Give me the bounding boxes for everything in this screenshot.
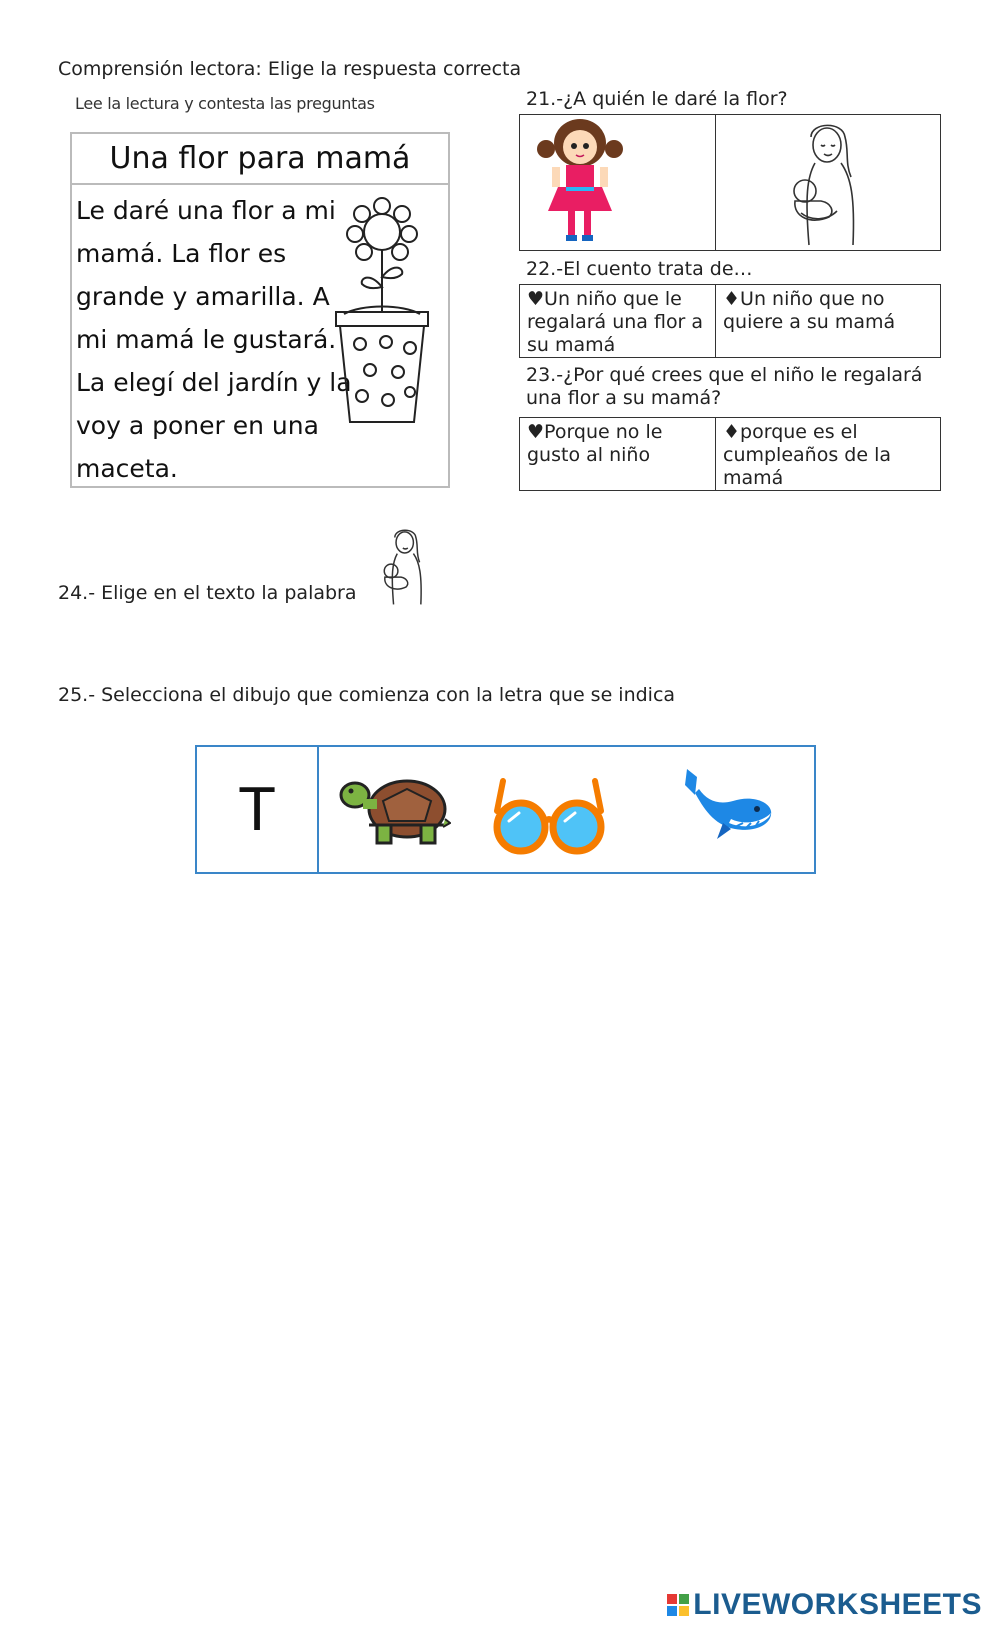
q22-option-b[interactable]: ♦Un niño que no quiere a su mamá xyxy=(715,285,941,357)
question-22: 22.-El cuento trata de… xyxy=(526,258,753,280)
question-23: 23.-¿Por qué crees que el niño le regalará una flor a su mamá? xyxy=(526,364,923,409)
question-21: 21.-¿A quién le daré la flor? xyxy=(526,88,788,110)
reading-instruction: Lee la lectura y contesta las preguntas xyxy=(75,94,375,113)
brand-icon xyxy=(667,1594,689,1616)
letter-picture-strip xyxy=(195,745,816,874)
reading-line: La elegí del jardín y la xyxy=(76,368,352,397)
mother-with-baby-small-icon xyxy=(370,515,432,617)
reading-line: mi mamá le gustará. xyxy=(76,325,337,354)
q21-option-mother[interactable] xyxy=(715,115,940,250)
q22-option-a[interactable]: ♥Un niño que le regalará una flor a su mamá xyxy=(527,288,704,356)
reading-box xyxy=(70,132,450,488)
q22-options xyxy=(519,284,941,358)
girl-illustration xyxy=(532,115,632,247)
reading-line: Le daré una flor a mi xyxy=(76,196,336,225)
question-25: 25.- Selecciona el dibujo que comienza con la letra que se indica xyxy=(58,684,676,706)
q23-option-a[interactable]: ♥Porque no le gusto al niño xyxy=(527,421,663,466)
mother-with-baby-illustration xyxy=(771,117,871,249)
reading-text xyxy=(76,189,352,490)
reading-line: voy a poner en una xyxy=(76,411,319,440)
q23-option-b[interactable]: ♦porque es el cumpleaños de la mamá xyxy=(715,418,941,490)
reading-line: maceta. xyxy=(76,454,178,483)
liveworksheets-logo xyxy=(667,1588,982,1622)
page-title: Comprensión lectora: Elige la respuesta correcta xyxy=(58,58,522,80)
reading-title: Una flor para mamá xyxy=(72,134,448,185)
flower-pot-illustration xyxy=(322,192,442,432)
q23-options xyxy=(519,417,941,491)
target-letter: T xyxy=(197,747,319,872)
brand-name: LIVEWORKSHEETS xyxy=(693,1588,982,1621)
reading-line: grande y amarilla. A xyxy=(76,282,330,311)
turtle-icon[interactable] xyxy=(339,769,451,849)
reading-line: mamá. La flor es xyxy=(76,239,287,268)
q21-options xyxy=(519,114,941,251)
question-24: 24.- Elige en el texto la palabra xyxy=(58,582,357,604)
whale-icon[interactable] xyxy=(673,767,777,855)
q21-option-girl[interactable] xyxy=(520,115,715,250)
glasses-icon[interactable] xyxy=(493,771,605,859)
